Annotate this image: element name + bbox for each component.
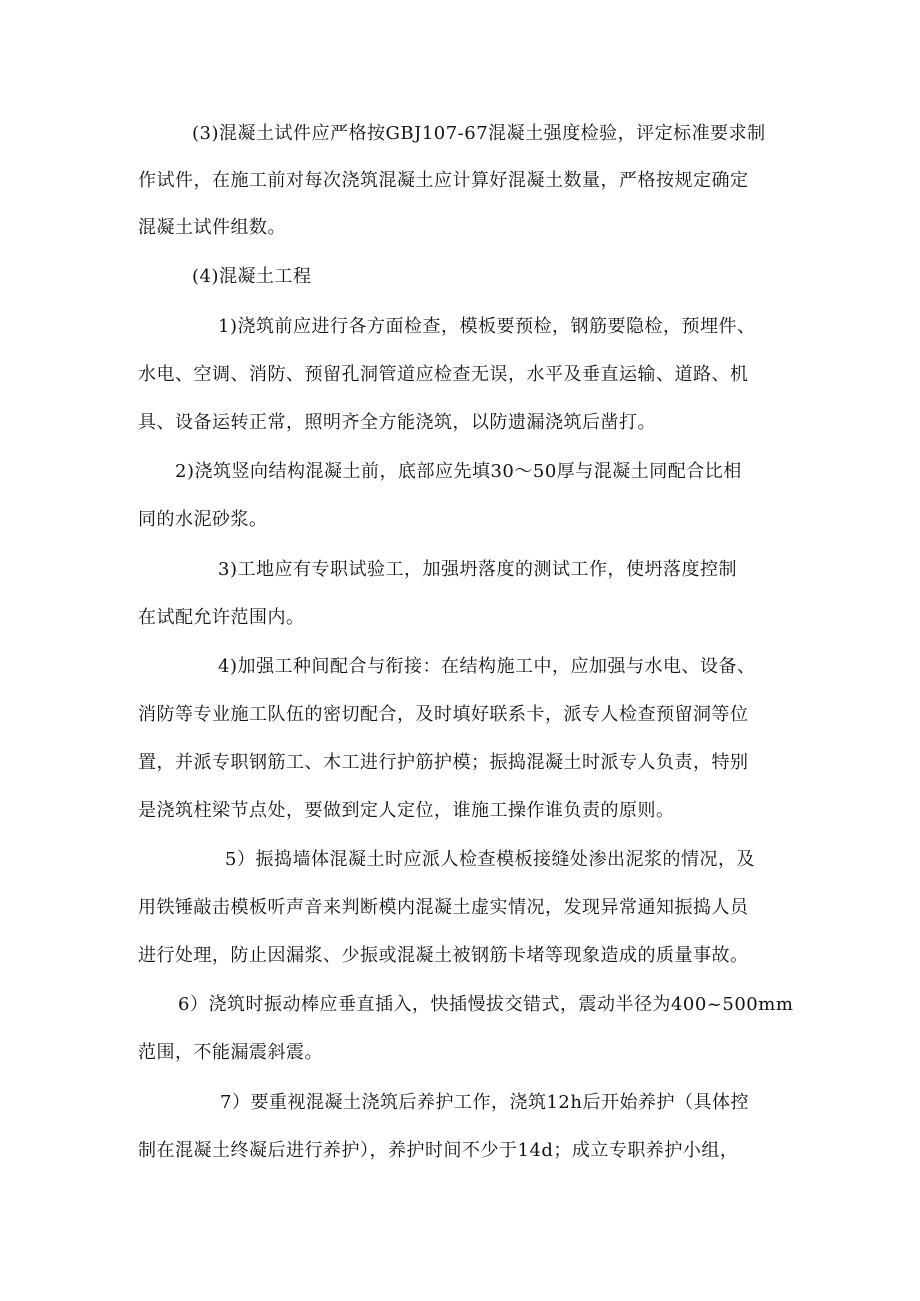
item-4-line-1: 4)加强工种间配合与衔接：在结构施工中，应加强与水电、设备、 <box>218 656 756 677</box>
item-4-line-3: 置，并派专职钢筋工、木工进行护筋护模；振捣混凝土时派专人负责，特别 <box>138 752 749 773</box>
item-5-line-1: 5）振捣墙体混凝土时应派人检查模板接缝处渗出泥浆的情况，及 <box>225 849 755 870</box>
paragraph-3-line-2: 作试件，在施工前对每次浇筑混凝土应计算好混凝土数量，严格按规定确定 <box>138 170 749 191</box>
paragraph-3-line-3: 混凝土试件组数。 <box>138 217 286 238</box>
paragraph-3-line-1: (3)混凝土试件应严格按GBJ107-67混凝土强度检验，评定标准要求制 <box>192 123 766 144</box>
item-1-line-3: 具、设备运转正常，照明齐全方能浇筑，以防遗漏浇筑后凿打。 <box>138 412 656 433</box>
item-1-line-2: 水电、空调、消防、预留孔洞管道应检查无误，水平及垂直运输、道路、机 <box>138 364 749 385</box>
item-4-line-2: 消防等专业施工队伍的密切配合，及时填好联系卡，派专人检查预留洞等位 <box>138 704 749 725</box>
item-1-line-1: 1)浇筑前应进行各方面检查，模板要预检，钢筋要隐检，预埋件、 <box>218 316 756 337</box>
section-4-heading: (4)混凝土工程 <box>192 266 312 287</box>
item-7-line-1: 7）要重视混凝土浇筑后养护工作，浇筑12h后开始养护（具体控 <box>220 1092 749 1113</box>
item-3-line-2: 在试配允许范围内。 <box>138 607 305 628</box>
item-4-line-4: 是浇筑柱梁节点处，要做到定人定位，谁施工操作谁负责的原则。 <box>138 800 675 821</box>
item-3-line-1: 3)工地应有专职试验工，加强坍落度的测试工作，使坍落度控制 <box>218 559 737 580</box>
item-2-line-1: 2)浇筑竖向结构混凝土前，底部应先填30～50厚与混凝土同配合比相 <box>175 461 742 482</box>
item-5-line-2: 用铁锤敲击模板听声音来判断模内混凝土虚实情况，发现异常通知振捣人员 <box>138 897 749 918</box>
item-7-line-2: 制在混凝土终凝后进行养护），养护时间不少于14d；成立专职养护小组， <box>138 1140 739 1161</box>
item-6-line-2: 范围，不能漏震斜震。 <box>138 1042 323 1063</box>
item-6-line-1: 6）浇筑时振动棒应垂直插入，快插慢拔交错式，震动半径为400~500mm <box>178 994 794 1015</box>
item-2-line-2: 同的水泥砂浆。 <box>138 509 268 530</box>
item-5-line-3: 进行处理，防止因漏浆、少振或混凝土被钢筋卡堵等现象造成的质量事故。 <box>138 945 749 966</box>
